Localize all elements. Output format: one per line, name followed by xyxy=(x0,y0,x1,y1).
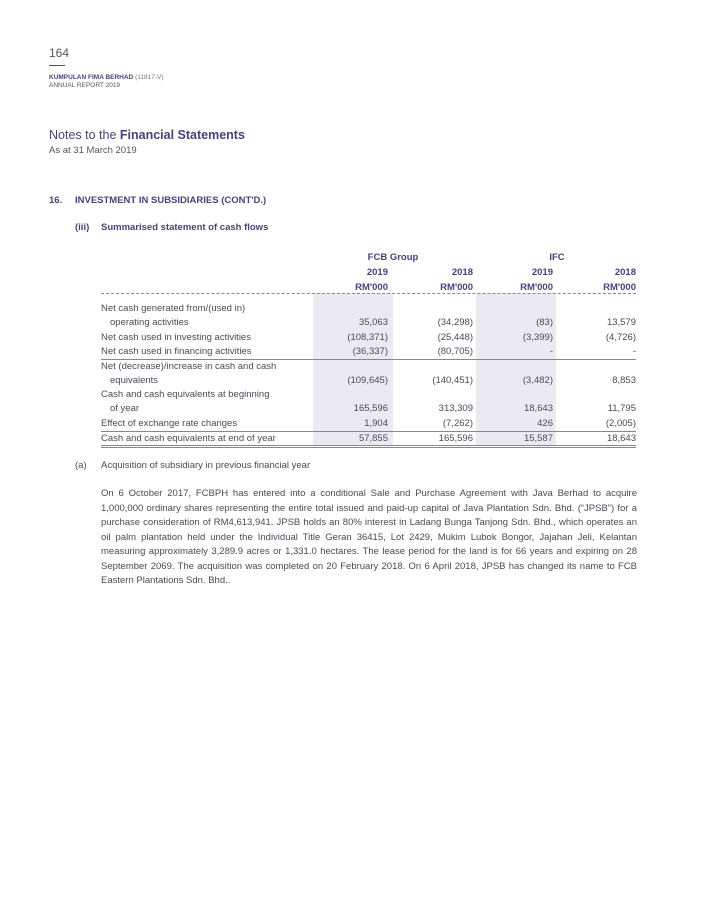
year-header: 2018 xyxy=(614,267,636,278)
table-cell: 1,904 xyxy=(364,418,388,429)
table-cell: (4,726) xyxy=(605,332,636,343)
table-cell: (83) xyxy=(536,317,553,328)
row-label: Cash and cash equivalents at beginning xyxy=(101,389,270,400)
note-label: (a) xyxy=(75,460,87,471)
report-title: ANNUAL REPORT 2019 xyxy=(49,82,121,89)
year-header: 2018 xyxy=(451,267,473,278)
section-title: INVESTMENT IN SUBSIDIARIES (CONT'D.) xyxy=(75,195,267,206)
subsection-title: Summarised statement of cash flows xyxy=(101,222,269,233)
group-header-fcb: FCB Group xyxy=(367,252,419,263)
table-cell: (36,337) xyxy=(352,346,388,357)
row-label: of year xyxy=(110,403,140,414)
row-label: Net cash used in investing activities xyxy=(101,332,251,343)
header-divider xyxy=(101,293,636,294)
table-cell: (108,371) xyxy=(347,332,388,343)
table-cell: (3,399) xyxy=(522,332,553,343)
table-cell: (3,482) xyxy=(522,375,553,386)
table-cell: 426 xyxy=(537,418,553,429)
company-name: KUMPULAN FIMA BERHAD xyxy=(49,74,134,81)
table-cell: (109,645) xyxy=(347,375,388,386)
unit-header: RM'000 xyxy=(520,282,553,293)
notes-title-prefix: Notes to the xyxy=(49,128,120,142)
row-label: equivalents xyxy=(110,375,159,386)
table-cell: - xyxy=(549,346,553,357)
table-cell: 313,309 xyxy=(438,403,473,414)
total-rule-bottom xyxy=(101,447,636,448)
header-rule xyxy=(49,65,65,66)
total-rule-top xyxy=(101,431,636,432)
table-cell: 8,853 xyxy=(612,375,636,386)
note-heading: Acquisition of subsidiary in previous financial year xyxy=(101,460,311,471)
section-number: 16. xyxy=(49,195,63,206)
company-code: (11817-V) xyxy=(135,74,164,81)
unit-header: RM'000 xyxy=(603,282,636,293)
table-cell: (80,705) xyxy=(437,346,473,357)
table-cell: 15,587 xyxy=(523,433,553,444)
year-header: 2019 xyxy=(531,267,553,278)
row-label: Net cash used in financing activities xyxy=(101,346,252,357)
note-paragraph: On 6 October 2017, FCBPH has entered into a conditional Sale and Purchase Agreement with Java Berhad to acquire 1,000,000 ordinary shares representing the entire total issued and paid-up capital of Java Plantation Sdn. Bhd. (“JPSB”) for a purchase consideration of RM4,613,941. JPSB holds an 80% interest in Ladang Bunga Tanjong Sdn. Bhd., which operates an oil palm plantation held under the Individual Title Geran 36415, Lot 2429, Mukim Lubok Bongor, Jajahan Jeli, Kelantan measuring approximately 3,289.9 acres or 1,331.0 hectares. The lease period for the land is for 66 years and expiring on 28 September 2069. The acquisition was completed on 20 February 2018. On 6 April 2018, JPSB has changed its name to FCB Eastern Plantations Sdn. Bhd.. xyxy=(101,488,637,586)
table-cell: - xyxy=(632,346,636,357)
notes-date: As at 31 March 2019 xyxy=(49,145,137,156)
table-cell: (34,298) xyxy=(437,317,473,328)
table-cell: 57,855 xyxy=(358,433,388,444)
row-label: Net (decrease)/increase in cash and cash xyxy=(101,361,277,372)
row-label: Cash and cash equivalents at end of year xyxy=(101,433,276,444)
table-cell: (2,005) xyxy=(605,418,636,429)
group-header-ifc: IFC xyxy=(549,252,565,263)
table-cell: 18,643 xyxy=(523,403,553,414)
unit-header: RM'000 xyxy=(355,282,388,293)
total-rule-bottom xyxy=(101,445,636,446)
row-label: Net cash generated from/(used in) xyxy=(101,303,246,314)
notes-title xyxy=(49,128,245,142)
row-label: Effect of exchange rate changes xyxy=(101,418,238,429)
row-label: operating activities xyxy=(110,317,189,328)
table-cell: 35,063 xyxy=(358,317,388,328)
table-cell: (140,451) xyxy=(432,375,473,386)
page-number: 164 xyxy=(49,46,70,60)
table-cell: (25,448) xyxy=(437,332,473,343)
table-cell: 11,795 xyxy=(607,403,636,414)
table-cell: 13,579 xyxy=(606,317,636,328)
table-cell: 165,596 xyxy=(438,433,473,444)
table-cell: 18,643 xyxy=(606,433,636,444)
table-cell: (7,262) xyxy=(442,418,473,429)
company-header xyxy=(49,74,164,90)
subsection-number: (iii) xyxy=(75,222,90,233)
year-header: 2019 xyxy=(366,267,388,278)
unit-header: RM'000 xyxy=(440,282,473,293)
notes-title-bold: Financial Statements xyxy=(119,128,245,142)
subtotal-rule xyxy=(101,359,636,360)
table-cell: 165,596 xyxy=(353,403,388,414)
